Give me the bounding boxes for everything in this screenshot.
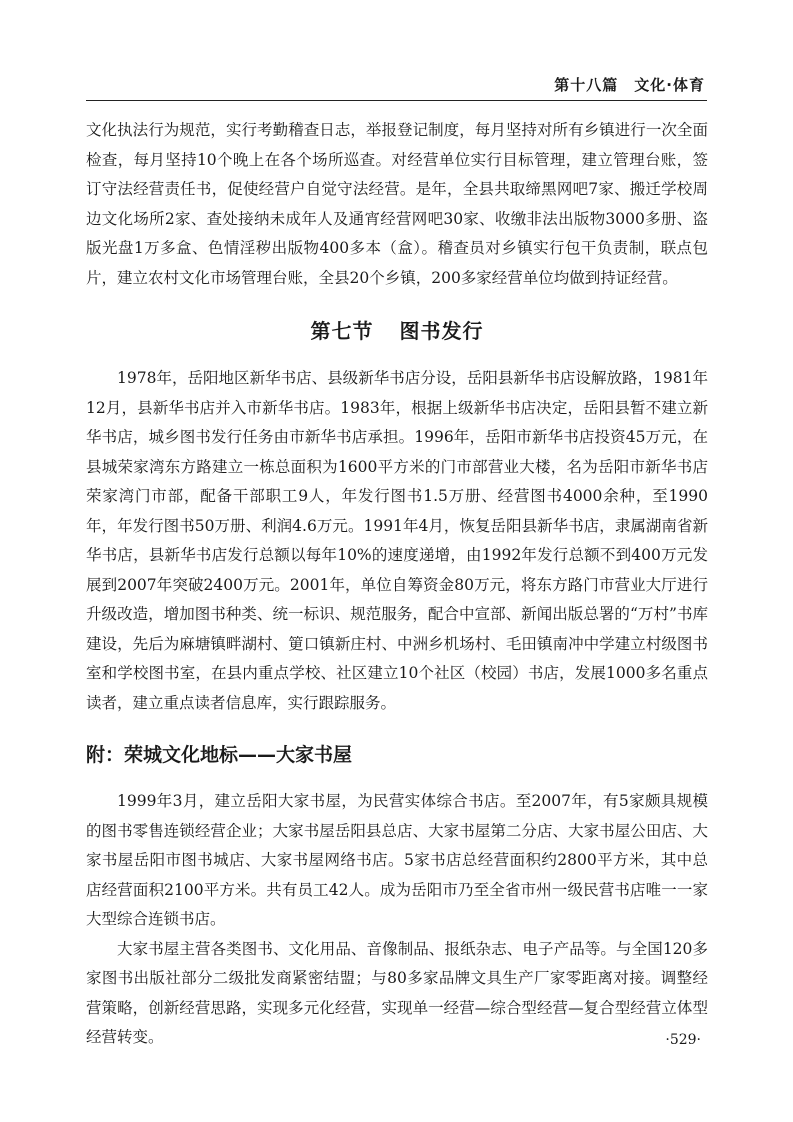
page-number: ·529· [665,1032,701,1048]
continued-paragraph: 文化执法行为规范，实行考勤稽查日志，举报登记制度，每月坚持对所有乡镇进行一次全面检查，每月坚持10个晚上在各个场所巡查。对经营单位实行目标管理，建立管理台账，签订守法经营责任书，促使经营户自觉守法经营。是年，全县共取缔黑网吧7家、搬迁学校周边文化场所2家、查处接纳未成年人及通宵经营网吧30家、收缴非法出版物3000多册、盗版光盘1万多盒、色情淫秽出版物400多本（盒）。稽查员对乡镇实行包干负责制，联点包片，建立农村文化市场管理台账，全县20个乡镇，200多家经营单位均做到持证经营。 [86,121,708,287]
header-rule [86,100,707,101]
section-number: 第七节 [310,319,374,343]
section-title: 图书发行 [399,319,484,343]
section-heading [86,315,708,344]
appendix-paragraph-2: 大家书屋主营各类图书、文化用品、音像制品、报纸杂志、电子产品等。与全国120多家图书出版社部分二级批发商紧密结盟；与80多家品牌文具生产厂家零距离对接。调整经营策略，创新经营思路，实现多元化经营，实现单一经营—综合型经营—复合型经营立体型经营转变。 [86,939,708,1046]
running-header: 第十八篇 文化·体育 [554,76,705,94]
appendix-paragraph-1: 1999年3月，建立岳阳大家书屋，为民营实体综合书店。至2007年，有5家颇具规模的图书零售连锁经营企业；大家书屋岳阳县总店、大家书屋第二分店、大家书屋公田店、大家书屋岳阳市图书城店、大家书屋网络书店。5家书店总经营面积约2800平方米，其中总店经营面积2100平方米。共有员工42人。成为岳阳市乃至全省市州一级民营书店唯一一家大型综合连锁书店。 [86,792,708,928]
section-paragraph: 1978年，岳阳地区新华书店、县级新华书店分设，岳阳县新华书店设解放路，1981年12月，县新华书店并入市新华书店。1983年，根据上级新华书店决定，岳阳县暂不建立新华书店，城乡图书发行任务由市新华书店承担。1996年，岳阳市新华书店投资45万元，在县城荣家湾东方路建立一栋总面积为1600平方米的门市部营业大楼，名为岳阳市新华书店荣家湾门市部，配备干部职工9人，年发行图书1.5万册、经营图书4000余种，至1990年，年发行图书50万册、利润4.6万元。1991年4月，恢复岳阳县新华书店，隶属湖南省新华书店，县新华书店发行总额以每年10%的速度递增，由1992年发行总额不到400万元发展到2007年突破2400万元。2001年，单位自筹资金80万元，将东方路门市营业大厅进行升级改造，增加图书种类、统一标识、规范服务，配合中宣部、新闻出版总署的“万村”书库建设，先后为麻塘镇畔湖村、筻口镇新庄村、中洲乡机场村、毛田镇南冲中学建立村级图书室和学校图书室，在县内重点学校、社区建立10个社区（校园）书店，发展1000多名重点读者，建立重点读者信息库，实行跟踪服务。 [86,369,708,712]
appendix-heading: 附：荣城文化地标——大家书屋 [86,744,353,766]
page-body [86,116,708,1053]
